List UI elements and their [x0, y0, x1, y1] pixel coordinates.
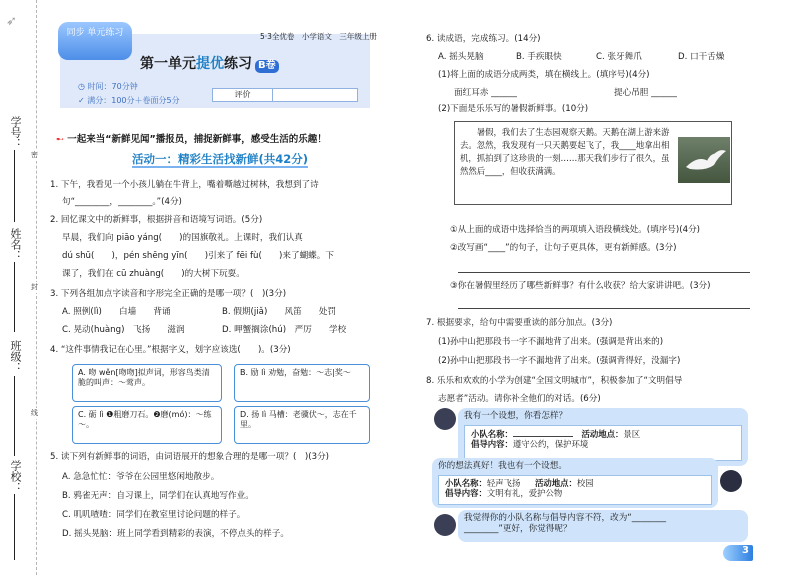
question-4: 4. “这件事情我记在心里。”根据字义，划字应该选( )。(3分) — [50, 345, 291, 355]
option-d[interactable]: D. 呷蟹搁涂(hú) 严厉 学校 — [222, 325, 347, 335]
answer-line[interactable]: 面红耳赤 ______ — [454, 88, 517, 98]
check-icon: ✓ — [78, 96, 88, 105]
passage-box: 暑假，我们去了生态园观察天鹅。天鹅在湖上游来游去。忽然，我发现有一只天鹅要起飞了，我____地拿出相机，抓拍到了这珍贵的一刻……那天我们步行了很久，虽然然后____，但收获满满。 — [454, 121, 732, 205]
question-7: 7. 根据要求，给句中需要重读的部分加点。(3分) — [426, 318, 613, 328]
question-7-1[interactable]: (1)孙中山把那段书一字不漏地背了出来。(强调是背出来的) — [438, 337, 664, 347]
question-6: 6. 读成语，完成练习。(14分) — [426, 34, 541, 44]
option-b[interactable]: B. 假期(jiǎ) 风笛 处罚 — [222, 307, 337, 317]
class-label: 班级： — [9, 340, 22, 373]
clock-icon: ◷ — [78, 82, 88, 91]
book-title: 5·3全优卷 小学语文 三年级上册 — [260, 32, 377, 41]
question-7-2[interactable]: (2)孙中山把那段书一字不漏地背了出来。(强调背得好，没漏字) — [438, 356, 681, 366]
question-1-cont[interactable]: 句“________，________。”(4分) — [62, 197, 182, 207]
fold-mark: 封 — [31, 283, 38, 291]
class-field[interactable] — [14, 376, 15, 456]
unit-badge: 同步 单元练习 — [58, 22, 132, 60]
option-b[interactable]: B. 手疾眼快 — [516, 52, 562, 62]
question-6-1: (1)将上面的成语分成两类，填在横线上。(填序号)(4分) — [438, 70, 650, 80]
option-a[interactable]: A. 摇头晃脑 — [438, 52, 484, 62]
option-c[interactable]: C. 张牙舞爪 — [596, 52, 642, 62]
swan-photo — [678, 137, 730, 183]
fold-mark: 密 — [31, 151, 38, 159]
answer-line[interactable] — [458, 272, 750, 273]
option-a[interactable]: A. 急急忙忙：爷爷在公园里悠闲地散步。 — [62, 472, 220, 482]
slogan: ➸ 一起来当“新鲜见闻”播报员，捕捉新鲜事，感受生活的乐趣！ — [56, 134, 327, 145]
option-a[interactable]: A. 照例(lì) 白墙 背诵 — [62, 307, 171, 317]
rating-box[interactable]: 评价 — [212, 88, 358, 102]
option-b[interactable]: B. 鸦雀无声：自习课上，同学们在认真地写作业。 — [62, 491, 254, 501]
score-info: ✓ 满分：100分＋卷面分5分 — [78, 96, 180, 105]
question-6-2: (2)下面是乐乐写的暑假新鲜事。(10分) — [438, 104, 589, 114]
team-card-2: 小队名称：轻声飞扬 活动地点：校园 倡导内容：文明有礼，爱护公物 — [438, 475, 712, 505]
option-card-a[interactable]: A. 吻 wěn[吻吻]拟声词，形容鸟类清脆的叫声：～莺声。 — [72, 364, 222, 402]
avatar-girl — [434, 408, 456, 430]
fold-mark: 线 — [31, 409, 38, 417]
question-6-2-2: ②改写画“____”的句子，让句子更具体，更有新鲜感。(3分) — [450, 243, 677, 253]
name-label: 姓名： — [9, 228, 22, 261]
activity-title: 活动一：精彩生活找新鲜(共42分) — [132, 152, 308, 168]
option-card-d[interactable]: D. 扬 lì 马槽：老骥伏～，志在千里。 — [234, 406, 370, 444]
option-d[interactable]: D. 摇头晃脑：班上同学看到精彩的表演，不停点头的样子。 — [62, 529, 289, 539]
team-name-blank[interactable] — [513, 436, 573, 437]
question-5: 5. 读下列有新鲜事的词语，由词语展开的想象合理的是哪一项？( )(3分) — [50, 452, 330, 462]
student-id-field[interactable] — [14, 150, 15, 222]
question-2-line[interactable]: 早晨，我们向 piāo yáng( )的国旗敬礼。上课时，我们认真 — [62, 233, 303, 243]
page-title: 第一单元提优练习 B卷 — [140, 56, 279, 74]
arrow-icon: ➸ — [56, 134, 68, 145]
page-number: 3 — [723, 545, 753, 561]
question-2: 2. 回忆课文中的新鲜事，根据拼音和语境写词语。(5分) — [50, 215, 263, 225]
option-c[interactable]: C. 叽叽喳喳：同学们在教室里讨论问题的样子。 — [62, 510, 246, 520]
student-id-label: 学号： — [9, 116, 22, 149]
dialogue-bubble-1: 我有一个设想，你看怎样？ 小队名称： 活动地点：景区 倡导内容：遵守公约，保护环境 — [458, 408, 748, 466]
avatar-boy — [720, 470, 742, 492]
question-8-cont: 志愿者”活动。请你补全他们的对话。(6分) — [438, 394, 601, 404]
swan-icon — [678, 137, 730, 183]
question-3: 3. 下列各组加点字读音和字形完全正确的是哪一项？( )(3分) — [50, 289, 287, 299]
school-field[interactable] — [14, 494, 15, 560]
option-card-c[interactable]: C. 砺 lì ❶粗磨刀石。❷磨(mó)：～练～。 — [72, 406, 222, 444]
answer-line[interactable]: 提心吊胆 ______ — [614, 88, 677, 98]
option-d[interactable]: D. 口干舌燥 — [678, 52, 725, 62]
question-1: 1. 下午，我看见一个小孩儿躺在牛背上，嘴着嘶越过树林，我想到了诗 — [50, 180, 319, 190]
dialogue-bubble-2: 你的想法真好！我也有一个设想。 小队名称：轻声飞扬 活动地点：校园 倡导内容：文明有礼，爱护公物 — [432, 458, 718, 508]
option-card-b[interactable]: B. 励 lì 劝勉，奋勉：～志|奖～ — [234, 364, 370, 402]
team-card-1: 小队名称： 活动地点：景区 倡导内容：遵守公约，保护环境 — [464, 425, 742, 461]
question-2-line[interactable]: dú shū( )，pén shēng yīn( )引来了 fēi fù( )来了蝴蝶。下 — [62, 251, 334, 261]
question-8: 8. 乐乐和欢欢的小学为创建“全国文明城市”，积极参加了“文明倡导 — [426, 376, 683, 386]
dialogue-bubble-3[interactable]: 我觉得你的小队名称与倡导内容不符，改为“________ ________”更好，你觉得呢？ — [458, 510, 748, 542]
avatar-girl — [434, 514, 456, 536]
name-field[interactable] — [14, 262, 15, 332]
option-c[interactable]: C. 晃动(huàng) 飞扬 滋润 — [62, 325, 185, 335]
time-info: ◷ 时间：70分钟 — [78, 82, 138, 91]
school-label: 学校： — [9, 460, 22, 493]
question-6-2-1: ①从上面的成语中选择恰当的两项填入语段横线处。(填序号)(4分) — [450, 225, 701, 235]
question-2-line[interactable]: 课了，我们在 cū zhuàng( )的大树下玩耍。 — [62, 269, 245, 279]
grade-badge: B卷 — [255, 60, 279, 73]
binding-rocket-icon: ➶ — [6, 14, 17, 29]
question-6-2-3: ③你在暑假里经历了哪些新鲜事？有什么收获？给大家讲讲吧。(3分) — [450, 281, 711, 291]
answer-line[interactable] — [458, 308, 750, 309]
